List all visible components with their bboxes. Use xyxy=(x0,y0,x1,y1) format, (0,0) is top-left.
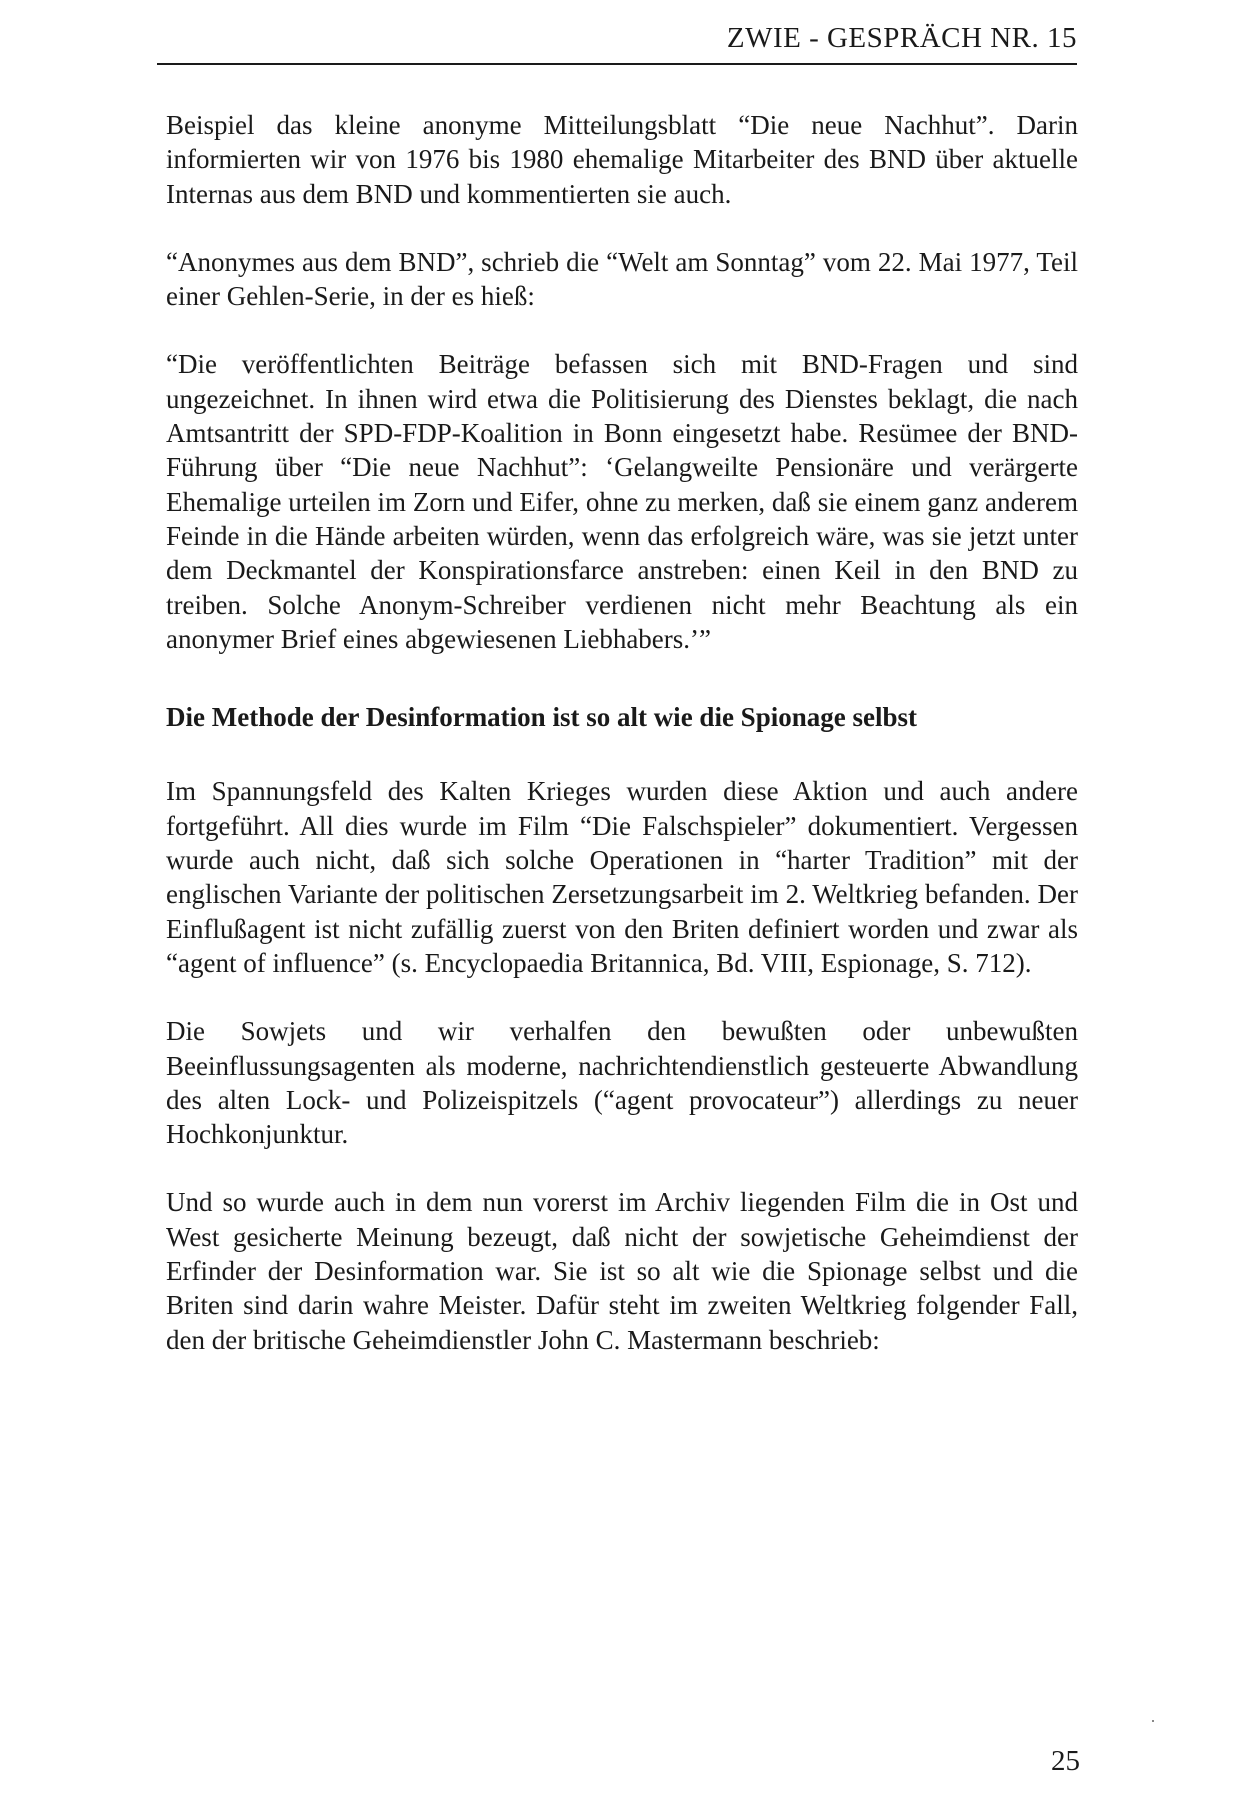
paragraph-newsletter: Beispiel das kleine anonyme Mitteilungsblatt “Die neue Nachhut”. Darin informierten wir von 1976 bis 1980 ehemalige Mitarbeiter des BND über aktuelle Internas aus dem BND und kommentierten sie auch. xyxy=(166,110,1078,209)
section-heading: Die Methode der Desinformation ist so alt wie die Spionage selbst xyxy=(166,702,917,733)
scan-speck xyxy=(1152,1720,1154,1722)
header-rule xyxy=(157,63,1077,65)
page-number: 25 xyxy=(1051,1745,1080,1777)
paragraph-quotation: “Die veröffentlichten Beiträge befassen sich mit BND-Fragen und sind ungezeichnet. In ihnen wird etwa die Politisierung des Dienstes beklagt, die nach Amtsantritt der SPD-FDP-Koalition in Bonn eingesetzt habe. Resümee der BND-Führung über “Die neue Nachhut”: ‘Gelangweilte Pensionäre und verärgerte Ehemalige urteilen im Zorn und Eifer, ohne zu merken, daß sie einem ganz anderem Feinde in die Hände arbeiten würden, wenn das erfolgreich wäre, was sie jetzt unter dem Deckmantel der Konspirationsfarce anstreben: einen Keil in den BND zu treiben. Solche Anonym-Schreiber verdienen nicht mehr Beachtung als ein anonymer Brief eines abgewiesenen Liebhabers.’” xyxy=(166,349,1078,654)
body-text xyxy=(166,108,1078,1391)
paragraph-soviets: Die Sowjets und wir verhalfen den bewußten oder unbewußten Beeinflussungsagenten als moderne, nachrichtendienstlich gesteuerte Abwandlung des alten Lock- und Polizeispitzels (“agent provocateur”) allerdings zu neuer Hochkonjunktur. xyxy=(166,1016,1078,1150)
paragraph-cold-war: Im Spannungsfeld des Kalten Krieges wurden diese Aktion und auch andere fortgeführt. All dies wurde im Film “Die Falschspieler” dokumentiert. Vergessen wurde auch nicht, daß sich solche Operationen in “harter Tradition” mit der englischen Variante der politischen Zersetzungsarbeit im 2. Weltkrieg befanden. Der Einflußagent ist nicht zufällig zuerst von den Briten definiert worden und zwar als “agent of influence” (s. Encyclopaedia Britannica, Bd. VIII, Espionage, S. 712). xyxy=(166,776,1078,978)
running-header-title: ZWIE - GESPRÄCH NR. 15 xyxy=(726,22,1077,54)
paragraph-welt-am-sonntag: “Anonymes aus dem BND”, schrieb die “Welt am Sonntag” vom 22. Mai 1977, Teil einer Gehlen-Serie, in der es hieß: xyxy=(166,246,1078,312)
paragraph-mastermann: Und so wurde auch in dem nun vorerst im Archiv liegenden Film die in Ost und West gesicherte Meinung bezeugt, daß nicht der sowjetische Geheimdienst der Erfinder der Desinformation war. Sie ist so alt wie die Spionage selbst und die Briten sind darin wahre Meister. Dafür steht im zweiten Weltkrieg folgender Fall, den der britische Geheimdienstler John C. Mastermann beschrieb: xyxy=(166,1187,1078,1355)
